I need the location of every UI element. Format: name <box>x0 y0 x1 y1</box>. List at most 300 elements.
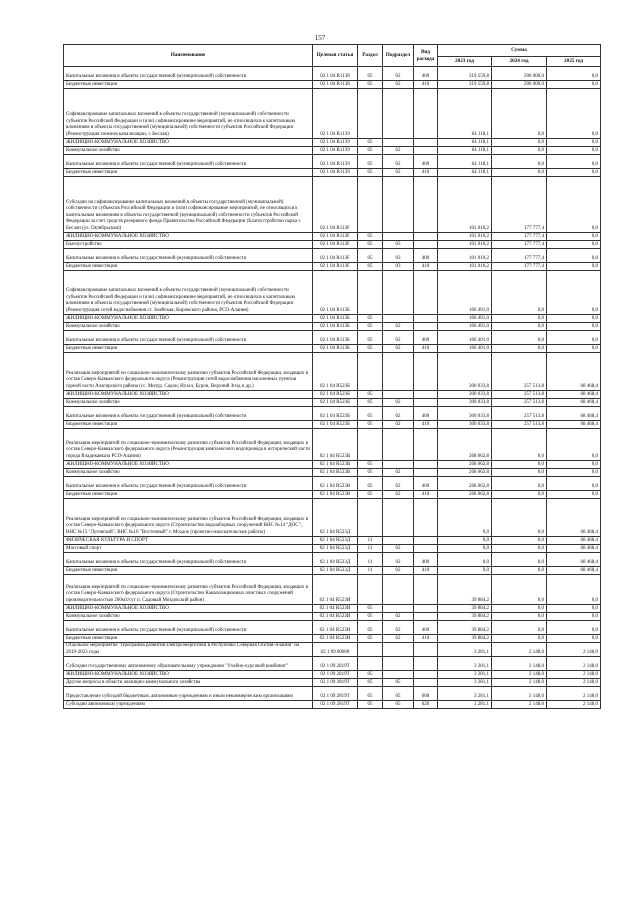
row-2023: 64 118,1 <box>438 147 492 155</box>
row-subsection: 02 <box>383 477 414 491</box>
row-target: 02 1 04 R523Д <box>313 499 358 537</box>
table-row <box>64 177 601 233</box>
row-section: 05 <box>358 331 383 345</box>
row-expense-type <box>414 657 438 671</box>
row-subsection <box>383 499 414 537</box>
row-expense-type: 600 <box>414 687 438 701</box>
row-2025: 68 468,4 <box>547 391 601 399</box>
row-section: 05 <box>358 147 383 155</box>
header-expense-type: Вид расхода <box>414 45 438 67</box>
row-name: Капитальные вложения в объекты государственной (муниципальной) собственности <box>64 407 313 421</box>
table-row <box>64 323 601 331</box>
row-name: Массовый спорт <box>64 545 313 553</box>
row-target: 02 1 04 R523И <box>313 605 358 613</box>
row-target: 02 1 04 R523И <box>313 635 358 643</box>
row-2023: 64 118,1 <box>438 89 492 139</box>
table-row <box>64 249 601 263</box>
row-expense-type: 410 <box>414 567 438 575</box>
row-2024: 0,0 <box>492 315 547 323</box>
row-2024: 0,0 <box>492 575 547 605</box>
row-target: 02 1 04 R523В <box>313 461 358 469</box>
row-2024: 177 777,4 <box>492 263 547 271</box>
row-target: 02 1 04 R113F <box>313 233 358 241</box>
row-expense-type: 400 <box>414 155 438 169</box>
row-subsection: 03 <box>383 263 414 271</box>
row-section <box>358 353 383 391</box>
row-2025: 0,0 <box>547 315 601 323</box>
row-2023: 3 281,1 <box>438 657 492 671</box>
row-section: 05 <box>358 249 383 263</box>
row-2024: 0,0 <box>492 147 547 155</box>
table-row <box>64 477 601 491</box>
row-section: 11 <box>358 553 383 567</box>
row-target: 02 1 04 R113F <box>313 177 358 233</box>
row-subsection <box>383 315 414 323</box>
budget-table <box>63 44 601 709</box>
row-subsection <box>383 605 414 613</box>
row-expense-type: 400 <box>414 331 438 345</box>
row-2023: 3 281,1 <box>438 671 492 679</box>
row-2024: 0,0 <box>492 499 547 537</box>
row-2024: 257 513,8 <box>492 353 547 391</box>
row-subsection: 02 <box>383 169 414 177</box>
row-expense-type <box>414 271 438 315</box>
table-row <box>64 399 601 407</box>
table-row <box>64 575 601 605</box>
row-section <box>358 89 383 139</box>
row-target: 02 1 04 R1138 <box>313 81 358 89</box>
row-2025: 68 468,4 <box>547 421 601 429</box>
row-name: Бюджетные инвестиции <box>64 345 313 353</box>
row-2024: 257 513,8 <box>492 391 547 399</box>
row-name: Реализация мероприятий по социально-экономическому развитию субъектов Российской Федерации, входящих в состав Северо-Кавказского федерального округа (Строительство водозаборных сооружений ВНС №14 "ДОС", ВНС №15 "Луговской", ВНС №16 "Восточный" г. Моздок (проектно-изыскательские работы) <box>64 499 313 537</box>
row-2024: 0,0 <box>492 271 547 315</box>
row-2024: 2 148,0 <box>492 671 547 679</box>
row-name: Отдельное мероприятие "Программа развития электроэнергетики в Республике Северная Осетия-Алания" на 2019-2023 годы <box>64 643 313 657</box>
row-section: 05 <box>358 323 383 331</box>
table-row <box>64 567 601 575</box>
row-target: 02 1 04 R1139 <box>313 147 358 155</box>
table-row <box>64 545 601 553</box>
row-section: 05 <box>358 687 383 701</box>
row-2023: 268 062,8 <box>438 491 492 499</box>
row-subsection: 02 <box>383 407 414 421</box>
row-target: 02 1 04 R523Б <box>313 391 358 399</box>
row-subsection <box>383 461 414 469</box>
row-name: Субсидии на софинансирование капитальных вложений в объекты государственной (муниципальной) собственности субъектов Российской Федерации и (или) софинансирование мероприятий, не относящихся к капитальным вложениям в объекты государственной (муниципальной) собственности субъектов Российской Федерации за счет средств резервного фонда Правительства Российской Федерации (Благоустройство парка г. Беслан (ул. Октябрьская)) <box>64 177 313 233</box>
row-2024: 177 777,4 <box>492 177 547 233</box>
row-2023: 3 281,1 <box>438 687 492 701</box>
row-subsection <box>383 671 414 679</box>
row-subsection: 02 <box>383 331 414 345</box>
header-section: Раздел <box>358 45 383 67</box>
row-target: 02 1 04 R1139 <box>313 155 358 169</box>
row-2025: 0,0 <box>547 605 601 613</box>
row-expense-type <box>414 147 438 155</box>
table-row <box>64 613 601 621</box>
row-section: 05 <box>358 613 383 621</box>
row-expense-type: 400 <box>414 621 438 635</box>
row-section: 05 <box>358 701 383 709</box>
row-name: Бюджетные инвестиции <box>64 567 313 575</box>
row-target: 02 1 04 R113Б <box>313 331 358 345</box>
row-section: 05 <box>358 477 383 491</box>
row-target: 02 1 04 R523И <box>313 621 358 635</box>
row-expense-type <box>414 353 438 391</box>
row-2023: 300 033,8 <box>438 391 492 399</box>
row-2025: 2 148,0 <box>547 687 601 701</box>
row-2024: 0,0 <box>492 491 547 499</box>
row-expense-type <box>414 613 438 621</box>
row-target: 02 1 04 R523Б <box>313 353 358 391</box>
row-subsection: 03 <box>383 241 414 249</box>
row-section: 05 <box>358 399 383 407</box>
table-row <box>64 139 601 147</box>
table-row <box>64 469 601 477</box>
row-2023: 0,0 <box>438 545 492 553</box>
row-2025: 2 148,0 <box>547 679 601 687</box>
row-expense-type <box>414 241 438 249</box>
table-row <box>64 263 601 271</box>
row-expense-type <box>414 429 438 461</box>
row-name: Капитальные вложения в объекты государственной (муниципальной) собственности <box>64 621 313 635</box>
row-section <box>358 575 383 605</box>
row-expense-type: 410 <box>414 345 438 353</box>
table-row <box>64 605 601 613</box>
row-target: 02 1 04 R113F <box>313 263 358 271</box>
row-2025: 68 468,4 <box>547 353 601 391</box>
table-row <box>64 345 601 353</box>
table-row <box>64 429 601 461</box>
row-2024: 0,0 <box>492 613 547 621</box>
row-2025: 0,0 <box>547 461 601 469</box>
row-2024: 0,0 <box>492 461 547 469</box>
row-subsection <box>383 657 414 671</box>
row-expense-type: 400 <box>414 477 438 491</box>
row-section <box>358 177 383 233</box>
header-2023: 2023 год <box>438 57 492 67</box>
row-expense-type <box>414 177 438 233</box>
row-expense-type: 410 <box>414 491 438 499</box>
row-2023: 39 884,2 <box>438 621 492 635</box>
row-2025: 68 468,4 <box>547 553 601 567</box>
table-row <box>64 169 601 177</box>
row-2023: 268 062,8 <box>438 429 492 461</box>
row-target: 02 1 04 R523В <box>313 491 358 499</box>
row-name: Капитальные вложения в объекты государственной (муниципальной) собственности <box>64 155 313 169</box>
row-target: 02 1 04 R1138 <box>313 67 358 81</box>
row-2025: 0,0 <box>547 81 601 89</box>
row-section: 05 <box>358 605 383 613</box>
row-2023: 64 118,1 <box>438 139 492 147</box>
row-expense-type: 410 <box>414 169 438 177</box>
row-section: 05 <box>358 139 383 147</box>
row-target: 02 1 04 R523И <box>313 575 358 605</box>
row-subsection: 02 <box>383 421 414 429</box>
row-2023: 166 401,0 <box>438 323 492 331</box>
table-row <box>64 491 601 499</box>
row-2024: 0,0 <box>492 89 547 139</box>
row-2023: 0,0 <box>438 553 492 567</box>
header-2024: 2024 год <box>492 57 547 67</box>
row-2025: 2 148,0 <box>547 657 601 671</box>
row-2023: 268 062,8 <box>438 461 492 469</box>
row-2024: 0,0 <box>492 605 547 613</box>
row-name: Субсидии государственному автономному образовательному учреждению "Учебно-курсовой комбинат" <box>64 657 313 671</box>
row-section: 05 <box>358 391 383 399</box>
table-row <box>64 553 601 567</box>
row-2025: 68 468,4 <box>547 537 601 545</box>
row-expense-type: 400 <box>414 553 438 567</box>
row-name: Коммунальное хозяйство <box>64 469 313 477</box>
row-2025: 0,0 <box>547 469 601 477</box>
row-2023: 101 010,2 <box>438 177 492 233</box>
row-subsection: 02 <box>383 491 414 499</box>
row-expense-type <box>414 575 438 605</box>
row-target: 02 1 04 R523Д <box>313 553 358 567</box>
row-target: 02 1 04 R113Б <box>313 323 358 331</box>
table-row <box>64 147 601 155</box>
table-row <box>64 81 601 89</box>
row-expense-type <box>414 679 438 687</box>
row-2024: 0,0 <box>492 567 547 575</box>
row-2024: 0,0 <box>492 155 547 169</box>
row-2025: 2 148,0 <box>547 671 601 679</box>
table-row <box>64 67 601 81</box>
row-name: Коммунальное хозяйство <box>64 613 313 621</box>
row-name: Софинансирование капитальных вложений в объекты государственной (муниципальной) собственности субъектов Российской Федерации и (или) софинансирование мероприятий, не относящихся к капитальным вложениям в объекты государственной (муниципальной) собственности субъектов Российской Федерации (Реконструкция тоннеля канализации, г. Беслан) <box>64 89 313 139</box>
row-name: Коммунальное хозяйство <box>64 399 313 407</box>
row-subsection: 02 <box>383 67 414 81</box>
table-row <box>64 461 601 469</box>
row-2024: 177 777,4 <box>492 249 547 263</box>
row-subsection: 02 <box>383 469 414 477</box>
row-expense-type <box>414 461 438 469</box>
row-name: ЖИЛИЩНО-КОММУНАЛЬНОЕ ХОЗЯЙСТВО <box>64 139 313 147</box>
row-target: 02 1 09 2819Т <box>313 679 358 687</box>
row-name: ЖИЛИЩНО-КОММУНАЛЬНОЕ ХОЗЯЙСТВО <box>64 671 313 679</box>
row-name: Субсидии автономным учреждениям <box>64 701 313 709</box>
table-row <box>64 331 601 345</box>
header-name: Наименование <box>64 45 313 67</box>
row-2024: 177 777,4 <box>492 233 547 241</box>
row-expense-type <box>414 391 438 399</box>
row-2025: 68 468,4 <box>547 545 601 553</box>
row-target: 02 1 04 R523Б <box>313 421 358 429</box>
row-2025: 68 468,4 <box>547 407 601 421</box>
row-section <box>358 643 383 657</box>
row-section: 05 <box>358 345 383 353</box>
row-2023: 39 884,2 <box>438 575 492 605</box>
row-subsection <box>383 177 414 233</box>
row-subsection: 02 <box>383 155 414 169</box>
row-subsection <box>383 537 414 545</box>
row-2024: 0,0 <box>492 621 547 635</box>
row-section: 05 <box>358 81 383 89</box>
row-2025: 0,0 <box>547 169 601 177</box>
row-target: 02 1 09 00000 <box>313 643 358 657</box>
row-2025: 0,0 <box>547 491 601 499</box>
row-2024: 0,0 <box>492 331 547 345</box>
row-2024: 0,0 <box>492 635 547 643</box>
row-2025: 0,0 <box>547 155 601 169</box>
row-subsection: 02 <box>383 345 414 353</box>
row-target: 02 1 04 R523Д <box>313 537 358 545</box>
row-name: ЖИЛИЩНО-КОММУНАЛЬНОЕ ХОЗЯЙСТВО <box>64 233 313 241</box>
row-2024: 200 000,0 <box>492 81 547 89</box>
row-subsection <box>383 139 414 147</box>
row-name: Бюджетные инвестиции <box>64 263 313 271</box>
row-name: Бюджетные инвестиции <box>64 635 313 643</box>
header-subsection: Подраздел <box>383 45 414 67</box>
row-target: 02 1 09 2819Т <box>313 671 358 679</box>
row-2023: 0,0 <box>438 499 492 537</box>
row-subsection <box>383 643 414 657</box>
row-2023: 101 010,2 <box>438 233 492 241</box>
row-2024: 2 148,0 <box>492 701 547 709</box>
row-target: 02 1 04 R113Б <box>313 345 358 353</box>
row-subsection: 05 <box>383 679 414 687</box>
row-name: Софинансирование капитальных вложений в объекты государственной (муниципальной) собственности субъектов Российской Федерации и (или) софинансирование мероприятий, не относящихся к капитальным вложениям в объекты государственной (муниципальной) собственности субъектов Российской Федерации (Реконструкция сетей водоснабжения ст. Змейская, Кировского района, РСО-Алания) <box>64 271 313 315</box>
row-subsection: 02 <box>383 635 414 643</box>
table-row <box>64 421 601 429</box>
row-2023: 39 884,2 <box>438 613 492 621</box>
table-row <box>64 315 601 323</box>
row-target: 02 1 04 R1139 <box>313 169 358 177</box>
row-subsection: 05 <box>383 687 414 701</box>
row-name: Бюджетные инвестиции <box>64 169 313 177</box>
row-subsection: 02 <box>383 621 414 635</box>
header-target: Целевая статья <box>313 45 358 67</box>
row-2023: 101 010,2 <box>438 241 492 249</box>
row-subsection <box>383 271 414 315</box>
row-expense-type <box>414 671 438 679</box>
row-subsection <box>383 353 414 391</box>
row-expense-type: 410 <box>414 263 438 271</box>
row-2024: 257 513,8 <box>492 421 547 429</box>
row-2025: 0,0 <box>547 89 601 139</box>
row-name: Капитальные вложения в объекты государственной (муниципальной) собственности <box>64 249 313 263</box>
row-section: 05 <box>358 671 383 679</box>
row-expense-type: 410 <box>414 421 438 429</box>
row-target: 02 1 04 R523Д <box>313 567 358 575</box>
table-row <box>64 537 601 545</box>
row-name: ЖИЛИЩНО-КОММУНАЛЬНОЕ ХОЗЯЙСТВО <box>64 315 313 323</box>
row-name: ЖИЛИЩНО-КОММУНАЛЬНОЕ ХОЗЯЙСТВО <box>64 461 313 469</box>
row-name: Капитальные вложения в объекты государственной (муниципальной) собственности <box>64 67 313 81</box>
row-subsection: 02 <box>383 567 414 575</box>
row-expense-type <box>414 545 438 553</box>
row-name: Коммунальное хозяйство <box>64 147 313 155</box>
row-name: Капитальные вложения в объекты государственной (муниципальной) собственности <box>64 331 313 345</box>
row-subsection: 02 <box>383 81 414 89</box>
row-2023: 39 884,2 <box>438 605 492 613</box>
row-expense-type: 410 <box>414 635 438 643</box>
table-row <box>64 621 601 635</box>
row-name: Реализация мероприятий по социально-экономическому развитию субъектов Российской Федерации, входящих в состав Северо-Кавказского федерального округа (Реконструкция комплексного водопровода в исторической части города Владикавказа РСО-Алания) <box>64 429 313 461</box>
page-number: 157 <box>314 34 326 42</box>
header-2025: 2025 год <box>547 57 601 67</box>
row-2023: 300 033,8 <box>438 399 492 407</box>
row-target: 02 1 04 R113F <box>313 241 358 249</box>
row-2025: 0,0 <box>547 477 601 491</box>
row-name: ЖИЛИЩНО-КОММУНАЛЬНОЕ ХОЗЯЙСТВО <box>64 391 313 399</box>
row-2023: 3 281,1 <box>438 679 492 687</box>
row-2025: 2 148,0 <box>547 643 601 657</box>
row-2025: 0,0 <box>547 429 601 461</box>
header-sum: Сумма <box>438 45 601 57</box>
row-section: 05 <box>358 241 383 249</box>
row-expense-type <box>414 399 438 407</box>
row-expense-type: 410 <box>414 81 438 89</box>
row-2025: 0,0 <box>547 67 601 81</box>
row-2023: 64 118,1 <box>438 169 492 177</box>
row-2024: 0,0 <box>492 345 547 353</box>
row-subsection <box>383 391 414 399</box>
row-target: 02 1 04 R1139 <box>313 89 358 139</box>
row-target: 02 1 09 2819Т <box>313 687 358 701</box>
row-2025: 2 148,0 <box>547 701 601 709</box>
row-expense-type: 400 <box>414 67 438 81</box>
row-target: 02 1 04 R523Б <box>313 407 358 421</box>
row-2023: 3 281,1 <box>438 701 492 709</box>
table-row <box>64 353 601 391</box>
row-subsection: 05 <box>383 701 414 709</box>
row-target: 02 1 04 R523Д <box>313 545 358 553</box>
row-target: 02 1 09 2819Т <box>313 657 358 671</box>
row-2024: 0,0 <box>492 323 547 331</box>
row-2024: 2 148,0 <box>492 687 547 701</box>
row-section: 05 <box>358 233 383 241</box>
row-name: ФИЗИЧЕСКАЯ КУЛЬТУРА И СПОРТ <box>64 537 313 545</box>
row-name: Бюджетные инвестиции <box>64 81 313 89</box>
row-expense-type <box>414 499 438 537</box>
table-row <box>64 271 601 315</box>
row-2024: 0,0 <box>492 477 547 491</box>
row-2023: 64 118,1 <box>438 155 492 169</box>
row-name: Реализация мероприятий по социально-экономическому развитию субъектов Российской Федерации, входящих в состав Северо-Кавказского федерального округа (Реконструкция сетей водоснабжения населенных пунктов горной части Алагирского района (сс. Мизур, Садон, Нузал, Бурон, Верхний Згид и др.) <box>64 353 313 391</box>
row-target: 02 1 04 R523В <box>313 469 358 477</box>
table-row <box>64 241 601 249</box>
row-section: 05 <box>358 263 383 271</box>
row-2025: 0,0 <box>547 271 601 315</box>
row-2025: 0,0 <box>547 241 601 249</box>
row-section: 05 <box>358 679 383 687</box>
row-expense-type: 400 <box>414 249 438 263</box>
row-section: 05 <box>358 67 383 81</box>
row-expense-type <box>414 89 438 139</box>
row-name: Предоставление субсидий бюджетным, автономным учреждениям и иным некоммерческим организациям <box>64 687 313 701</box>
row-2023: 39 884,2 <box>438 635 492 643</box>
row-expense-type <box>414 605 438 613</box>
row-2025: 0,0 <box>547 139 601 147</box>
row-2023: 268 062,8 <box>438 477 492 491</box>
row-2024: 177 777,4 <box>492 241 547 249</box>
row-2023: 319 559,8 <box>438 67 492 81</box>
row-2023: 300 033,8 <box>438 421 492 429</box>
row-2023: 101 010,2 <box>438 249 492 263</box>
table-row <box>64 407 601 421</box>
row-2025: 68 468,4 <box>547 399 601 407</box>
row-2023: 101 010,2 <box>438 263 492 271</box>
row-target: 02 1 09 2819Т <box>313 701 358 709</box>
row-2024: 0,0 <box>492 469 547 477</box>
row-expense-type <box>414 643 438 657</box>
row-2023: 319 559,8 <box>438 81 492 89</box>
row-section: 05 <box>358 621 383 635</box>
row-subsection: 02 <box>383 545 414 553</box>
row-name: Капитальные вложения в объекты государственной (муниципальной) собственности <box>64 477 313 491</box>
